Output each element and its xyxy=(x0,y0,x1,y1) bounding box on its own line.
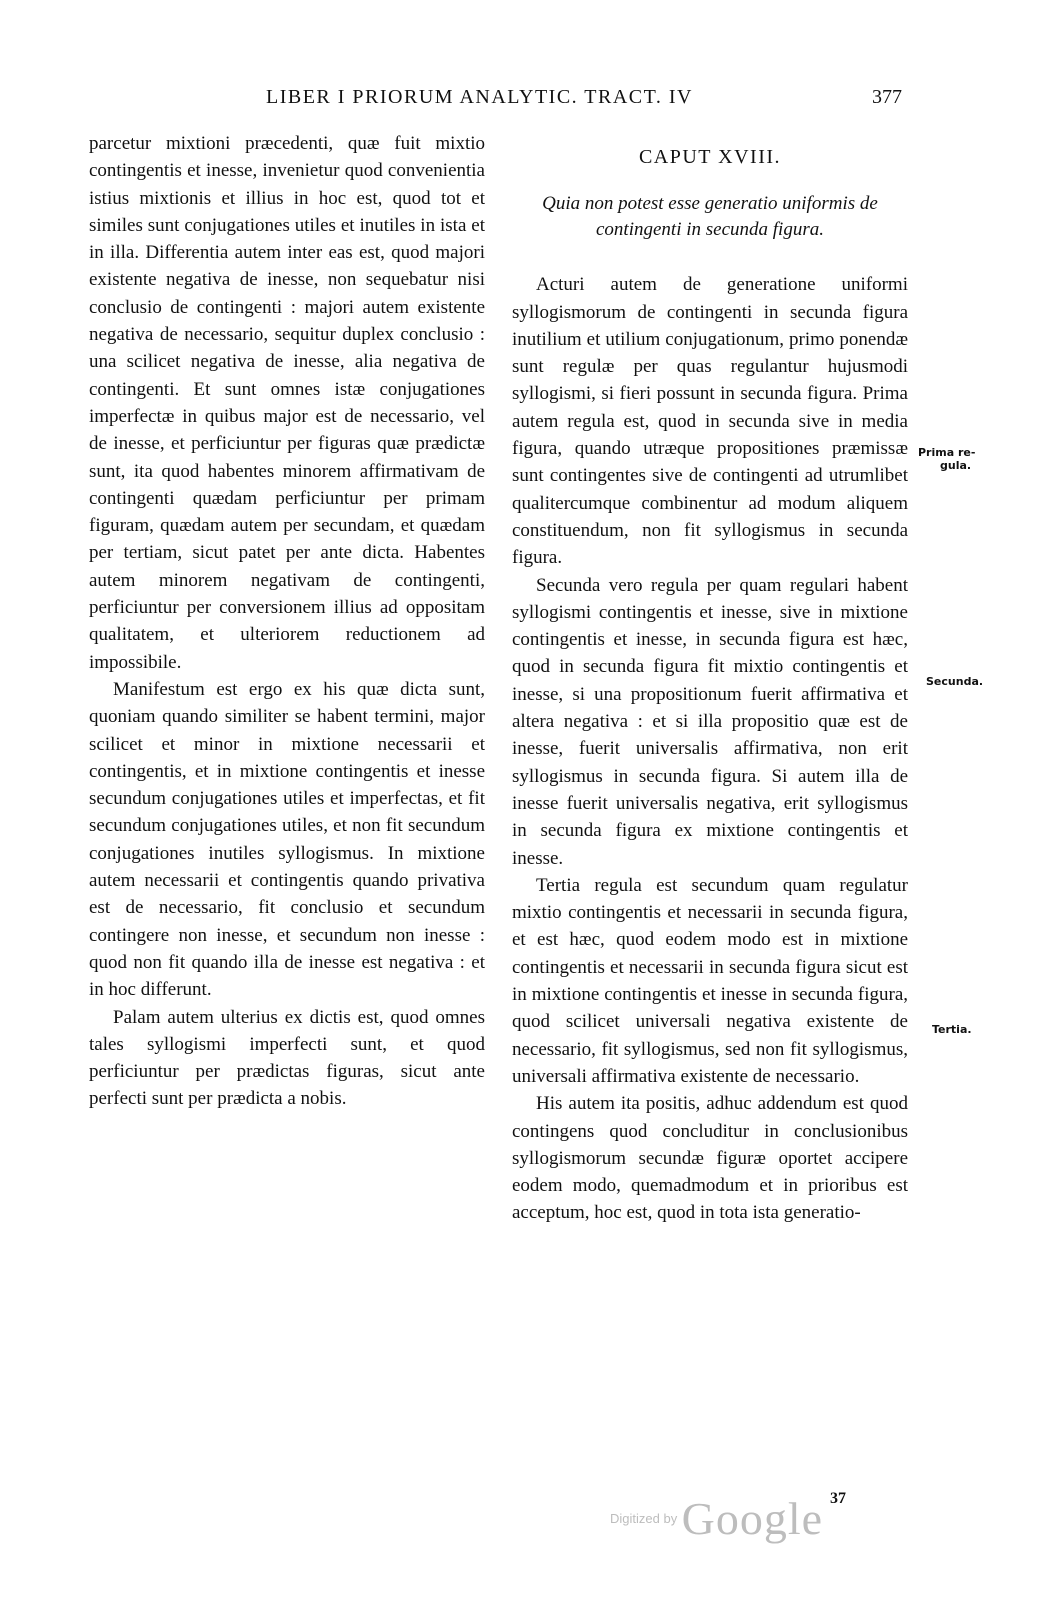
signature-mark: 37 xyxy=(830,1490,846,1507)
right-paragraph-1: Acturi autem de generatione uniformi syllogismorum de contingenti in secunda figura inutilium et utilium conjugationum, primo ponendæ sunt regulæ per quas regulantur hujusmodi syllogismi, si fieri possunt in secunda figura. Prima autem regula est, quod in secunda sive in media figura, quando utræque propositiones præmissæ sunt contingentes sive de contingenti ad utrumlibet qualitercumque combinentur ad modum aliquem constituendum, non fit syllogismus in secunda figura. xyxy=(512,274,908,569)
left-column xyxy=(89,130,485,1113)
page-number: 377 xyxy=(872,86,902,108)
margin-note-prima-regula xyxy=(918,446,975,472)
right-paragraph-2: Secunda vero regula per quam regulari habent syllogismi contingentis et inesse, sive in mixtione contingentis et inesse, in secunda figura est hæc, quod in secunda figura fit mixtio contingentis et inesse, si una propositionum fuerit affirmativa et altera negativa : et si illa propositio quæ est de inesse, fuerit universalis affirmativa, non erit syllogismus in secunda figura. Si autem illa de inesse fuerit universalis negativa, erit syllogismus in secunda figura ex mixtione contingentis et inesse. xyxy=(512,574,908,869)
watermark-prefix: Digitized by xyxy=(610,1511,678,1526)
page-header xyxy=(0,86,1048,120)
margin-note-prima-line1: Prima re- xyxy=(918,446,976,459)
left-paragraph-2: Manifestum est ergo ex his quæ dicta sunt, quoniam quando similiter se habent termini, major scilicet et minor in mixtione necessarii et contingentis, et in mixtione contingentis et inesse secundum conjugationes utiles et imperfectas, et fit secundum conjugationes utiles, et non fit secundum conjugationes inutiles syllogismus. In mixtione autem necessarii et contingentis quando privativa est de necessario, fit conclusio et secundum contingere non inesse, et secundum non inesse : quod non fit quando illa de inesse est negativa : et in hoc differunt. xyxy=(89,678,485,1001)
chapter-heading: CAPUT XVIII. xyxy=(638,146,782,168)
margin-note-prima-line2: gula. xyxy=(940,459,972,472)
right-column xyxy=(512,130,908,1227)
margin-note-secunda: Secunda. xyxy=(926,675,984,688)
right-paragraph-4: His autem ita positis, adhuc addendum est quod contingens quod concluditur in conclusionibus syllogismorum secundæ figuræ oportet accipere eodem modo, quemadmodum et in prioribus est acceptum, hoc est, quod in tota ista generatio- xyxy=(512,1093,908,1224)
running-title: LIBER I PRIORUM ANALYTIC. TRACT. IV xyxy=(266,86,693,108)
right-paragraph-3: Tertia regula est secundum quam regulatur mixtio contingentis et necessarii in secunda figura, et est hæc, quod eodem modo est in mixtione contingentis et necessarii in secunda figura sicut est in mixtione contingentis et inesse in secunda figura, quod scilicet universali negativa existente de necessario, fit syllogismus, sed non fit syllogismus, universali affirmativa existente de necessario. xyxy=(512,874,908,1087)
chapter-subtitle: Quia non potest esse generatio uniformis de contingenti in secunda figura. xyxy=(542,193,878,241)
left-paragraph-3: Palam autem ulterius ex dictis est, quod omnes tales syllogismi imperfecti sunt, et quod perficiuntur per prædictas figuras, sicut ante perfecti sunt per prædicta a nobis. xyxy=(89,1006,485,1110)
left-paragraph-1: parcetur mixtioni præcedenti, quæ fuit mixtio contingentis et inesse, invenietur quod convenientia istius mixtionis et illius in hoc est, quod tot et similes sunt conjugationes utiles et inutiles in ista et in illa. Differentia autem inter eas est, quod majori existente negativa de inesse, non sequebatur nisi conclusio de contingenti : majori autem existente negativa de necessario, sequitur duplex conclusio : una scilicet negativa de inesse, alia negativa de contingenti. Et sunt omnes istæ conjugationes imperfectæ in quibus major est de necessario, vel de inesse, et perficiuntur per figuras quæ prædictæ sunt, ita quod habentes minorem affirmativam de contingenti quædam perficiuntur per primam figuram, quædam autem per secundam, et quædam per tertiam, sicut patet per ante dicta. Habentes autem minorem negativam de contingenti, perficiuntur per conversionem illius ad oppositam qualitatem, et ulteriorem reductionem ad impossibile. xyxy=(89,133,485,673)
google-logo: Google xyxy=(681,1493,824,1544)
google-watermark xyxy=(610,1492,823,1545)
margin-note-tertia: Tertia. xyxy=(932,1023,972,1036)
